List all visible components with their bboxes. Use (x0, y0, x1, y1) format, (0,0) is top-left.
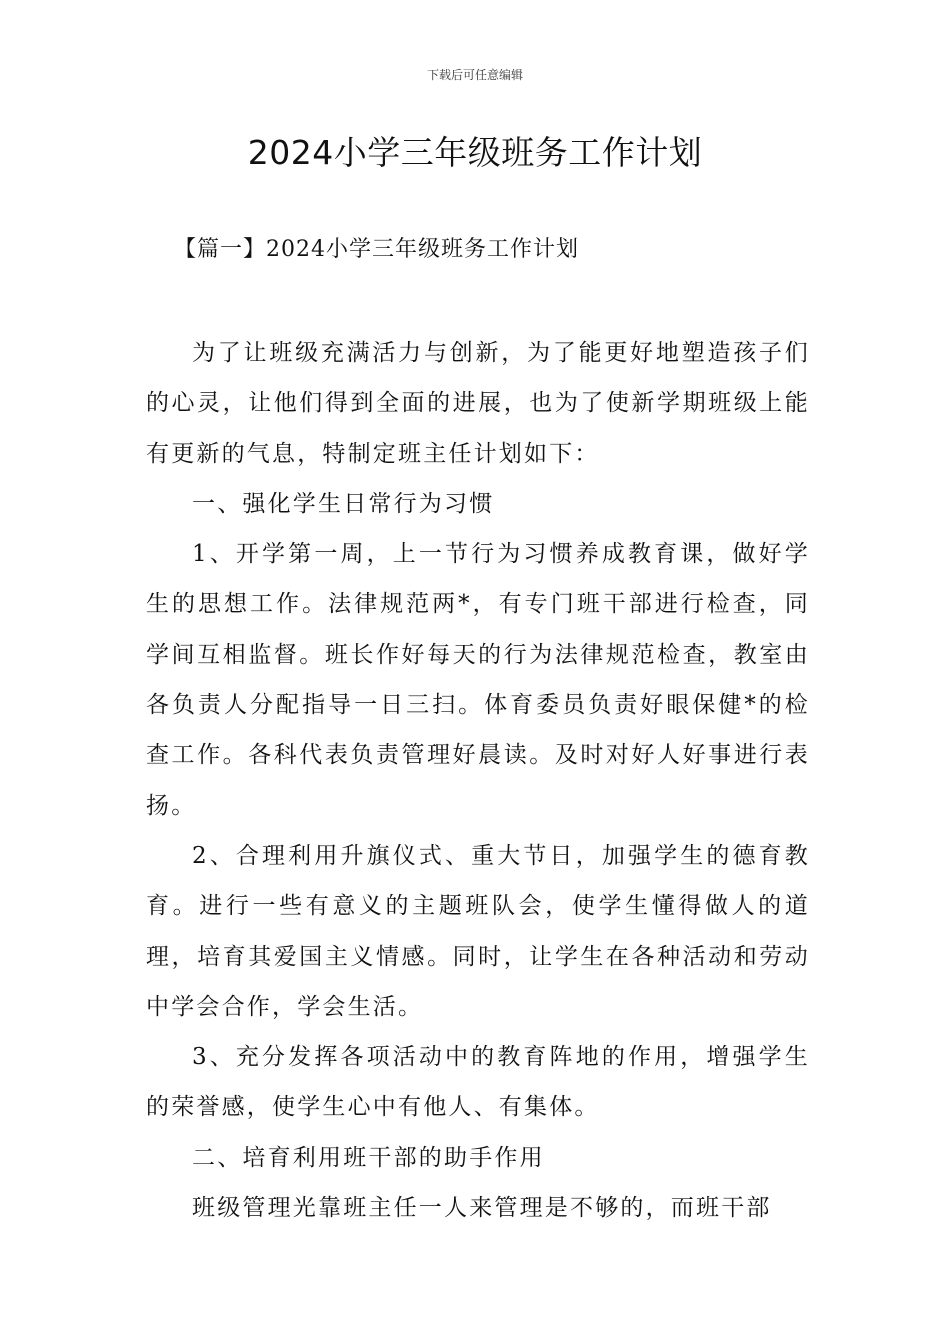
intro-paragraph: 为了让班级充满活力与创新，为了能更好地塑造孩子们的心灵，让他们得到全面的进展，也为了使新学期班级上能有更新的气息，特制定班主任计划如下： (146, 340, 810, 467)
paragraph-item-3: 3、充分发挥各项活动中的教育阵地的作用，增强学生的荣誉感，使学生心中有他人、有集体。 (146, 1044, 810, 1121)
document-body (146, 328, 810, 1233)
section-heading: 【篇一】2024小学三年级班务工作计划 (174, 237, 579, 262)
subheading-1: 一、强化学生日常行为习惯 (192, 490, 495, 517)
paragraph-continued: 班级管理光靠班主任一人来管理是不够的，而班干部 (192, 1195, 772, 1222)
document-title: 2024小学三年级班务工作计划 (247, 133, 703, 172)
paragraph-item-2: 2、合理利用升旗仪式、重大节日，加强学生的德育教育。进行一些有意义的主题班队会，使学生懂得做人的道理，培育其爱国主义情感。同时，让学生在各种活动和劳动中学会合作，学会生活。 (146, 842, 810, 1020)
paragraph-item-1: 1、开学第一周，上一节行为习惯养成教育课，做好学生的思想工作。法律规范两*，有专门班干部进行检查，同学间互相监督。班长作好每天的行为法律规范检查，教室由各负责人分配指导一日三扫。体育委员负责好眼保健*的检查工作。各科代表负责管理好晨读。及时对好人好事进行表扬。 (146, 541, 810, 819)
subheading-2: 二、培育利用班干部的助手作用 (192, 1144, 545, 1171)
header-note: 下载后可任意编辑 (426, 68, 523, 82)
